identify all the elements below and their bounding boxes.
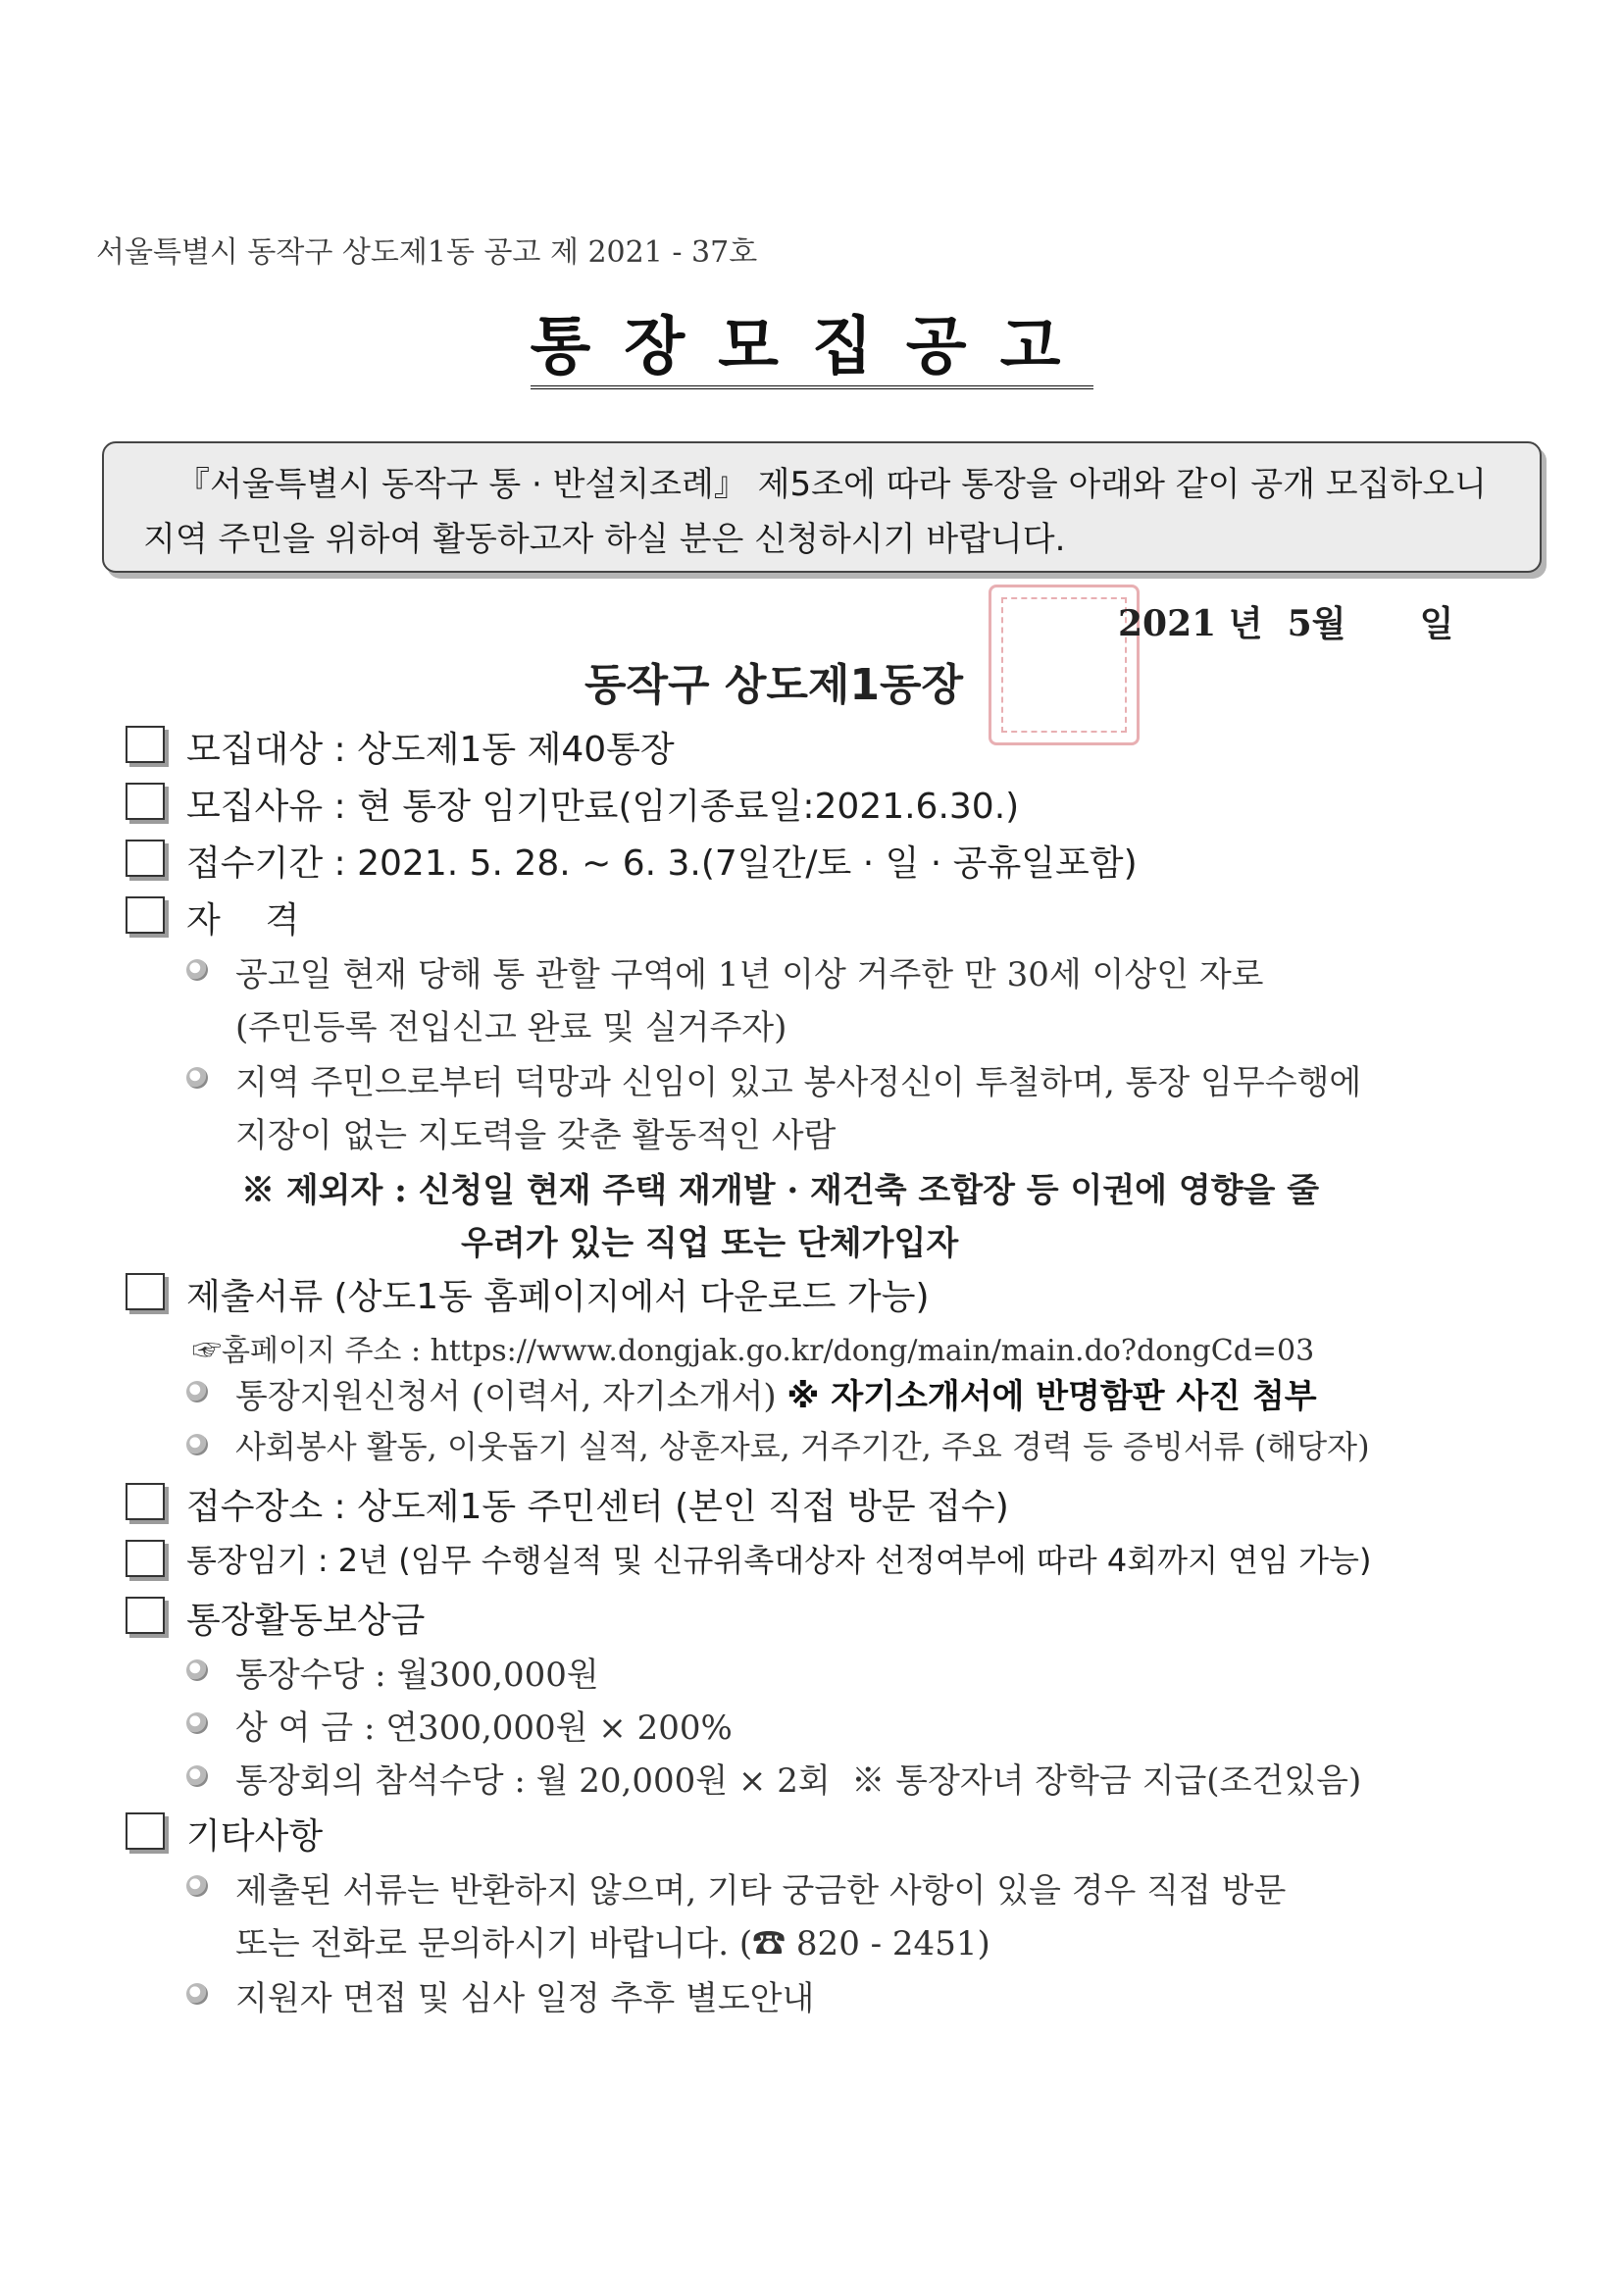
bullet-icon <box>186 1434 208 1455</box>
bullet-icon <box>186 1067 208 1089</box>
checkbox-icon <box>126 726 165 763</box>
compensation-item: 상 여 금 : 연300,000원 × 200% <box>235 1708 733 1748</box>
page-title-text: 통장모집공고 <box>531 311 1094 389</box>
compensation-item: 통장회의 참석수당 : 월 20,000원 × 2회 ※ 통장자녀 장학금 지급(조건있음) <box>235 1761 1362 1801</box>
section-compensation: 통장활동보상금 <box>186 1601 426 1641</box>
bullet-icon <box>186 959 208 981</box>
section-etc: 기타사항 <box>186 1816 324 1857</box>
section-target: 모집대상 : 상도제1동 제40통장 <box>186 730 675 770</box>
bullet-icon <box>186 1659 208 1681</box>
bullet-icon <box>186 1381 208 1402</box>
qualification-item: 공고일 현재 당해 통 관할 구역에 1년 이상 거주한 만 30세 이상인 자로 <box>235 955 1264 994</box>
bullet-icon <box>186 1983 208 2005</box>
qualification-item: 지역 주민으로부터 덕망과 신임이 있고 봉사정신이 투철하며, 통장 임무수행에 <box>235 1063 1362 1102</box>
etc-item: 제출된 서류는 반환하지 않으며, 기타 궁금한 사항이 있을 경우 직접 방문 <box>235 1871 1287 1911</box>
checkbox-icon <box>126 1597 165 1634</box>
section-period: 접수기간 : 2021. 5. 28. ~ 6. 3.(7일간/토 · 일 · 공휴일포함) <box>186 843 1138 884</box>
exclusion-note: ※ 제외자 : 신청일 현재 주택 재개발 · 재건축 조합장 등 이권에 영향을 줄 <box>241 1171 1320 1210</box>
compensation-item: 통장수당 : 월300,000원 <box>235 1656 599 1695</box>
intro-text: 『서울특별시 동작구 통 · 반설치조례』 제5조에 따라 통장을 아래와 같이 공개 모집하오니 지역 주민을 위하여 활동하고자 하실 분은 신청하시기 바랍니다. <box>143 465 1488 559</box>
page-title <box>0 296 1624 386</box>
checkbox-icon <box>126 1540 165 1577</box>
issuer: 동작구 상도제1동장 <box>584 660 963 710</box>
checkbox-icon <box>126 896 165 934</box>
bullet-icon <box>186 1875 208 1897</box>
intro-box <box>102 441 1542 573</box>
notice-date: 2021 년 5월 일 <box>1118 603 1454 644</box>
section-documents: 제출서류 (상도1동 홈페이지에서 다운로드 가능) <box>186 1277 930 1317</box>
section-place: 접수장소 : 상도제1동 주민센터 (본인 직접 방문 접수) <box>186 1487 1009 1527</box>
qualification-item-cont: (주민등록 전입신고 완료 및 실거주자) <box>235 1008 787 1047</box>
bullet-icon <box>186 1765 208 1787</box>
checkbox-icon <box>126 783 165 820</box>
checkbox-icon <box>126 1812 165 1850</box>
document-item <box>235 1369 1317 1417</box>
bullet-icon <box>186 1712 208 1734</box>
section-term: 통장임기 : 2년 (임무 수행실적 및 신규위촉대상자 선정여부에 따라 4회까지 연임 가능) <box>186 1542 1372 1579</box>
checkbox-icon <box>126 1483 165 1520</box>
etc-item-cont: 또는 전화로 문의하시기 바랍니다. (☎ 820 - 2451) <box>235 1924 990 1963</box>
exclusion-note-cont: 우려가 있는 직업 또는 단체가입자 <box>461 1224 959 1263</box>
photo-note: ※ 자기소개서에 반명함판 사진 첨부 <box>787 1377 1317 1416</box>
etc-item: 지원자 면접 및 심사 일정 추후 별도안내 <box>235 1979 815 2018</box>
section-qualification: 자 격 <box>186 900 300 941</box>
section-reason: 모집사유 : 현 통장 임기만료(임기종료일:2021.6.30.) <box>186 787 1020 827</box>
checkbox-icon <box>126 1273 165 1310</box>
checkbox-icon <box>126 840 165 877</box>
qualification-item-cont: 지장이 없는 지도력을 갖춘 활동적인 사람 <box>235 1116 837 1155</box>
document-item-text: 통장지원신청서 (이력서, 자기소개서) <box>235 1377 787 1416</box>
notice-number: 서울특별시 동작구 상도제1동 공고 제 2021 - 37호 <box>96 235 758 270</box>
homepage-address: ☞홈페이지 주소 : https://www.dongjak.go.kr/dong/main/main.do?dongCd=03 <box>192 1334 1315 1368</box>
official-seal-stamp <box>989 585 1140 745</box>
document-item: 사회봉사 활동, 이웃돕기 실적, 상훈자료, 거주기간, 주요 경력 등 증빙서류 (해당자) <box>235 1428 1370 1465</box>
